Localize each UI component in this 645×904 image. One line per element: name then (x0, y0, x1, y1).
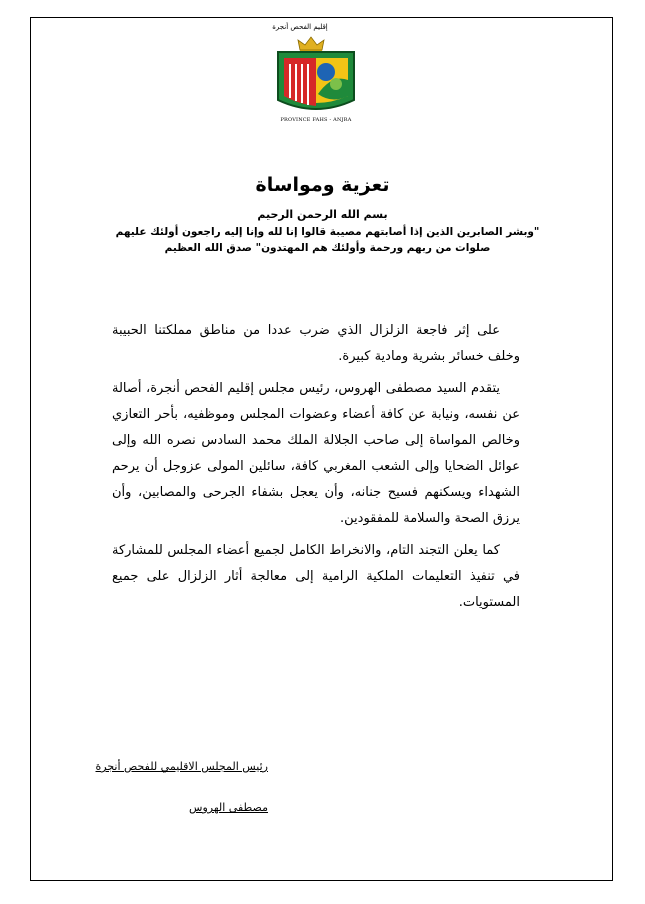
province-label: PROVINCE FAHS - ANJRA (280, 117, 352, 123)
paragraph: كما يعلن التجند التام، والانخراط الكامل لجميع أعضاء المجلس للمشاركة في تنفيذ التعليمات الملكية الرامية إلى معالجة أثار الزلزال على جميع المستويات. (112, 543, 520, 610)
province-emblem (276, 50, 356, 116)
signature-name: مصطفى الهروس (189, 801, 268, 814)
signature-block (60, 760, 268, 842)
crest-caption: إقليم الفحص أنجرة (272, 23, 328, 31)
paragraph: يتقدم السيد مصطفى الهروس، رئيس مجلس إقليم الفحص أنجرة، أصالة عن نفسه، ونيابة عن كافة أعضاء وعضوات المجلس وموظفيه، بأحر التعازي وخالص المواساة إلى صاحب الجلالة الملك محمد السادس نصره الله وإلى عوائل الضحايا وإلى الشعب المغربي كافة، سائلين المولى عزوجل أن يرحم الشهداء ويسكنهم فسيح جنانه، وأن يعجل بشفاء الجرحى والمصابين، وأن يرزق الصحة والسلامة للمفقودين. (112, 381, 520, 526)
page-title: تعزية ومواساة (255, 174, 390, 196)
verse-line: صلوات من ربهم ورحمة وأولئك هم المهتدون" صدق الله العظيم (164, 242, 491, 254)
verse-line: "وبشر الصابرين الذين إذا أصابتهم مصيبة قالوا إنا لله وإنا إليه راجعون أولئك عليهم (115, 226, 540, 238)
letter-body (112, 318, 520, 622)
signature-title: رئيس المجلس الاقليمي للفحص أنجرة (95, 760, 268, 773)
quran-verse (60, 224, 595, 256)
basmala: بسم الله الرحمن الرحيم (257, 208, 388, 221)
paragraph: على إثر فاجعة الزلزال الذي ضرب عددا من مناطق مملكتنا الحبيبة وخلف خسائر بشرية ومادية كبيرة. (112, 323, 520, 364)
